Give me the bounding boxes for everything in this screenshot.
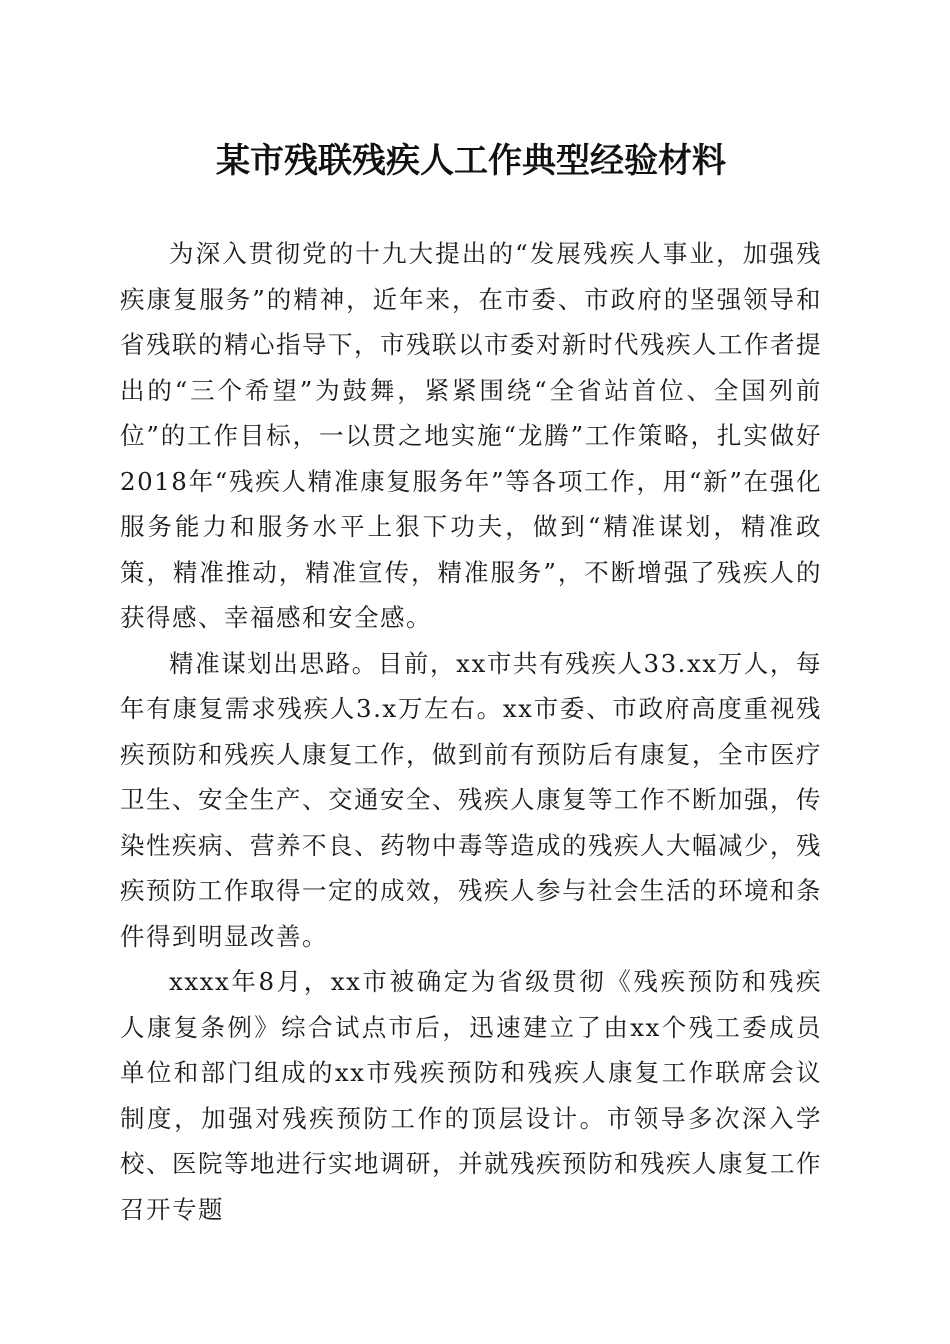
document-body — [120, 231, 822, 1232]
document-title: 某市残联残疾人工作典型经验材料 — [216, 141, 726, 181]
paragraph: xxxx年8月，xx市被确定为省级贯彻《残疾预防和残疾人康复条例》综合试点市后，迅速建立了由xx个残工委成员单位和部门组成的xx市残疾预防和残疾人康复工作联席会议制度，加强对残疾预防工作的顶层设计。市领导多次深入学校、医院等地进行实地调研，并就残疾预防和残疾人康复工作召开专题 — [120, 967, 822, 1224]
paragraph: 精准谋划出思路。目前，xx市共有残疾人33.xx万人，每年有康复需求残疾人3.x万左右。xx市委、市政府高度重视残疾预防和残疾人康复工作，做到前有预防后有康复，全市医疗卫生、安全生产、交通安全、残疾人康复等工作不断加强，传染性疾病、营养不良、药物中毒等造成的残疾人大幅减少，残疾预防工作取得一定的成效，残疾人参与社会生活的环境和条件得到明显改善。 — [120, 648, 822, 951]
paragraph: 为深入贯彻党的十九大提出的“发展残疾人事业，加强残疾康复服务”的精神，近年来，在市委、市政府的坚强领导和省残联的精心指导下，市残联以市委对新时代残疾人工作者提出的“三个希望”为鼓舞，紧紧围绕“全省站首位、全国列前位”的工作目标，一以贯之地实施“龙腾”工作策略，扎实做好2018年“残疾人精准康复服务年”等各项工作，用“新”在强化服务能力和服务水平上狠下功夫，做到“精准谋划，精准政策，精准推动，精准宣传，精准服务”，不断增强了残疾人的获得感、幸福感和安全感。 — [120, 239, 822, 632]
